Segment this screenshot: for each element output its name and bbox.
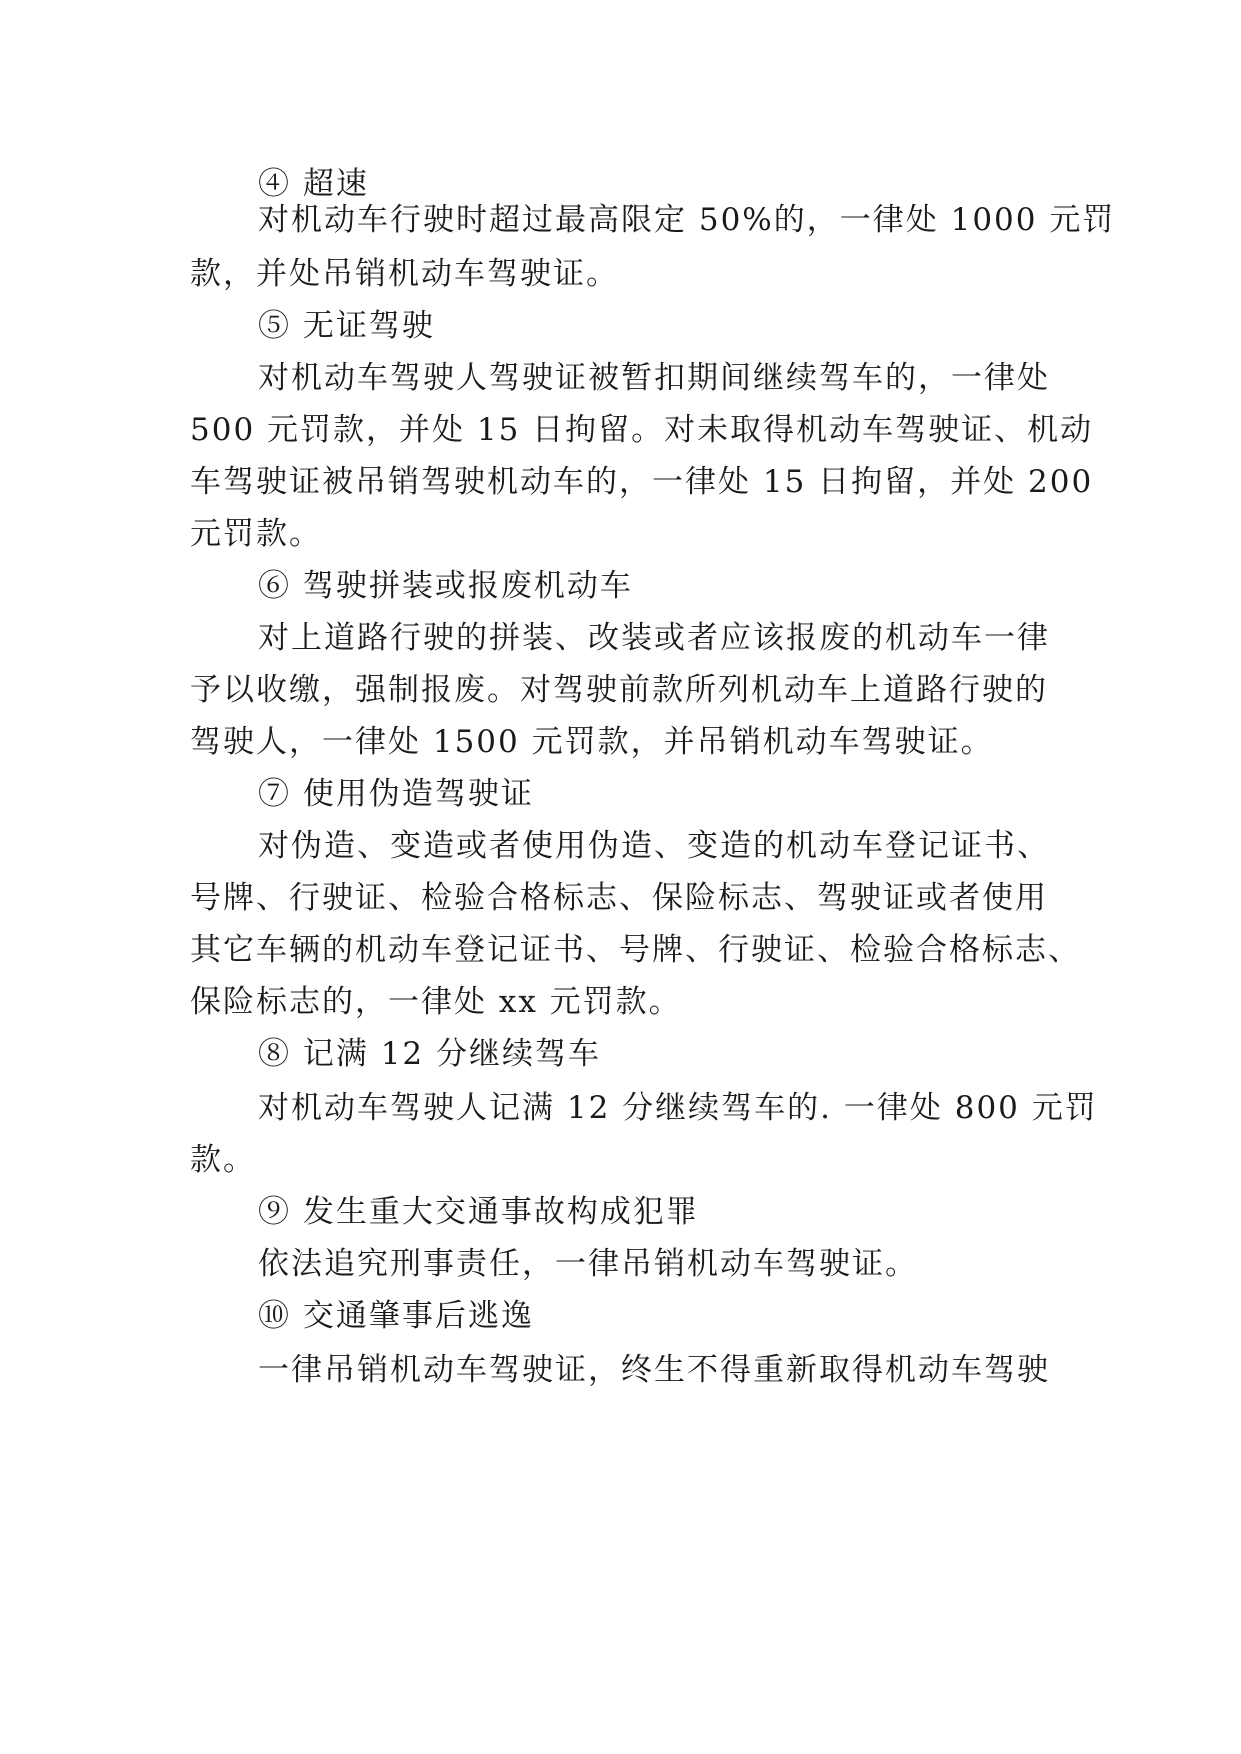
section-heading-hit-and-run: ⑩ 交通肇事后逃逸 (258, 1298, 534, 1334)
paragraph-line: 对上道路行驶的拼装、改装或者应该报废的机动车一律 (258, 620, 1050, 656)
section-heading-major-accident: ⑨ 发生重大交通事故构成犯罪 (258, 1194, 699, 1230)
paragraph-line: 车驾驶证被吊销驾驶机动车的，一律处 15 日拘留，并处 200 (190, 464, 1094, 500)
paragraph-line: 其它车辆的机动车登记证书、号牌、行驶证、检验合格标志、 (190, 932, 1081, 968)
section-heading-speeding: ④ 超速 (258, 166, 369, 202)
paragraph-line: 对机动车行驶时超过最高限定 50%的，一律处 1000 元罚 (258, 202, 1116, 238)
section-heading-scrapped-vehicle: ⑥ 驾驶拼装或报废机动车 (258, 568, 633, 604)
paragraph-line: 对伪造、变造或者使用伪造、变造的机动车登记证书、 (258, 828, 1050, 864)
section-heading-no-license: ⑤ 无证驾驶 (258, 308, 435, 344)
paragraph-line: 款，并处吊销机动车驾驶证。 (190, 256, 619, 292)
paragraph-line: 保险标志的，一律处 xx 元罚款。 (190, 984, 682, 1020)
paragraph-line: 一律吊销机动车驾驶证，终生不得重新取得机动车驾驶 (258, 1352, 1050, 1388)
paragraph-line: 号牌、行驶证、检验合格标志、保险标志、驾驶证或者使用 (190, 880, 1048, 916)
section-heading-forged-license: ⑦ 使用伪造驾驶证 (258, 776, 534, 812)
paragraph-line: 对机动车驾驶人驾驶证被暂扣期间继续驾车的，一律处 (258, 360, 1050, 396)
paragraph-line: 依法追究刑事责任，一律吊销机动车驾驶证。 (258, 1246, 918, 1282)
paragraph-line: 予以收缴，强制报废。对驾驶前款所列机动车上道路行驶的 (190, 672, 1048, 708)
paragraph-line: 对机动车驾驶人记满 12 分继续驾车的. 一律处 800 元罚 (258, 1090, 1098, 1126)
paragraph-line: 款。 (190, 1142, 256, 1178)
paragraph-line: 驾驶人，一律处 1500 元罚款，并吊销机动车驾驶证。 (190, 724, 994, 760)
paragraph-line: 500 元罚款，并处 15 日拘留。对未取得机动车驾驶证、机动 (190, 412, 1094, 448)
section-heading-12-points: ⑧ 记满 12 分继续驾车 (258, 1036, 602, 1072)
paragraph-line: 元罚款。 (190, 516, 322, 552)
